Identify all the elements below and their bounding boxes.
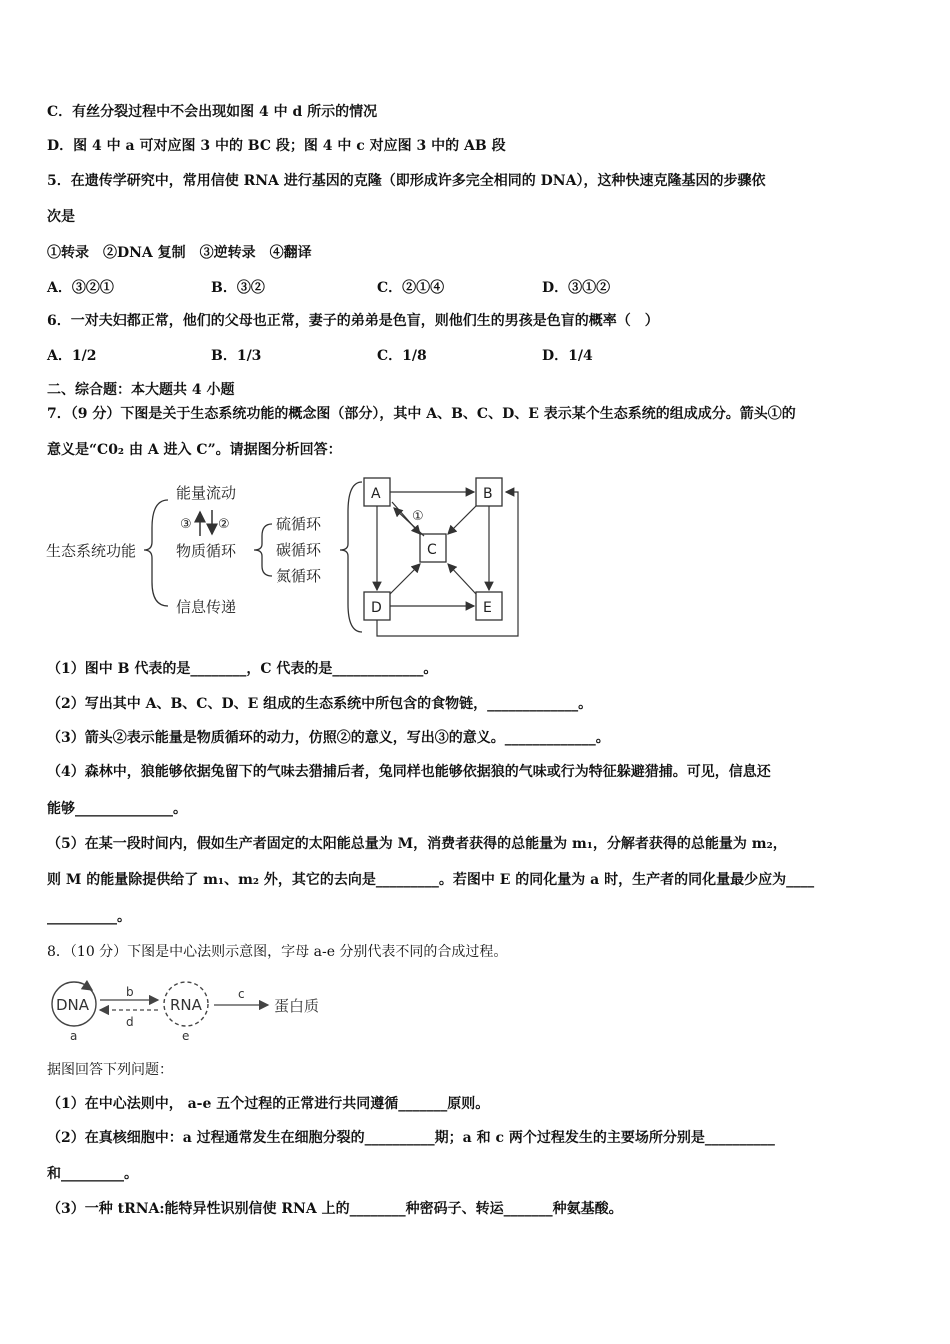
q7-part-4-cont: 能够______________。 [47, 801, 187, 817]
central-dogma-diagram [46, 972, 346, 1044]
q6-option-c: C．1/8 [377, 348, 427, 364]
dna-label: DNA [56, 996, 90, 1014]
q8-part-2-cont: 和_________。 [47, 1166, 138, 1182]
question-7-stem-cont: 意义是“C0₂ 由 A 进入 C”。请据图分析回答： [47, 442, 342, 458]
arrow-2-label: ② [218, 517, 230, 532]
info-transfer-label: 信息传递 [176, 598, 237, 616]
question-7-stem: 7．（9 分）下图是关于生态系统功能的概念图（部分），其中 A、B、C、D、E 表示某个生态系统的组成成分。箭头①的 [47, 406, 796, 422]
process-b-label: b [126, 985, 134, 999]
q5-option-c: C．②①④ [377, 280, 445, 296]
arrow-3-label: ③ [180, 517, 192, 532]
q7-part-3: （3）箭头②表示能量是物质循环的动力，仿照②的意义，写出③的意义。_____________。 [47, 730, 610, 746]
q8-part-3: （3）一种 tRNA:能特异性识别信使 RNA 上的________种密码子、转运_______种氨基酸。 [47, 1201, 623, 1217]
q7-part-5-end: __________。 [47, 909, 131, 925]
process-a-label: a [70, 1029, 78, 1043]
node-d: D [371, 600, 382, 616]
section-2-heading: 二、综合题：本大题共 4 小题 [47, 382, 235, 398]
question-8-stem: 8．（10 分）下图是中心法则示意图，字母 a-e 分别代表不同的合成过程。 [47, 944, 508, 960]
question-5-stem: 5．在遗传学研究中，常用信使 RNA 进行基因的克隆（即形成许多完全相同的 DNA），这种快速克隆基因的步骤依 [47, 173, 766, 189]
q7-part-1: （1）图中 B 代表的是________，C 代表的是_____________。 [47, 661, 438, 677]
q7-part-5: （5）在某一段时间内，假如生产者固定的太阳能总量为 M，消费者获得的总能量为 m₁，分解者获得的总能量为 m₂， [47, 836, 787, 852]
option-c-line: C．有丝分裂过程中不会出现如图 4 中 d 所示的情况 [47, 104, 378, 120]
ecosystem-function-diagram [40, 472, 540, 648]
process-e-label: e [182, 1029, 190, 1043]
protein-label: 蛋白质 [274, 997, 320, 1015]
option-d-line: D．图 4 中 a 可对应图 3 中的 BC 段；图 4 中 c 对应图 3 中的 AB 段 [47, 138, 506, 154]
process-c-label: c [238, 987, 245, 1001]
process-d-label: d [126, 1015, 134, 1029]
q5-option-b: B．③② [211, 280, 265, 296]
question-5-stem-cont: 次是 [47, 209, 75, 225]
node-a: A [371, 486, 381, 502]
q8-part-1: （1）在中心法则中， a-e 五个过程的正常进行共同遵循_______原则。 [47, 1096, 490, 1112]
node-e: E [483, 600, 492, 616]
question-8-intro: 据图回答下列问题： [47, 1062, 173, 1078]
carbon-cycle-label: 碳循环 [276, 541, 322, 559]
node-c: C [427, 542, 437, 558]
q6-option-d: D．1/4 [542, 348, 593, 364]
matter-cycle-label: 物质循环 [176, 542, 237, 560]
energy-flow-label: 能量流动 [176, 484, 237, 502]
question-6-stem: 6．一对夫妇都正常，他们的父母也正常，妻子的弟弟是色盲，则他们生的男孩是色盲的概率（ ） [47, 313, 659, 329]
q5-option-a: A．③②① [47, 280, 114, 296]
node-b: B [483, 486, 493, 502]
q8-part-2: （2）在真核细胞中：a 过程通常发生在细胞分裂的__________期；a 和 c 两个过程发生的主要场所分别是__________ [47, 1130, 775, 1146]
q5-option-d: D．③①② [542, 280, 611, 296]
question-5-steps: ①转录 ②DNA 复制 ③逆转录 ④翻译 [47, 245, 312, 261]
sulfur-cycle-label: 硫循环 [276, 515, 322, 533]
q6-option-a: A．1/2 [47, 348, 97, 364]
arrow-1-label: ① [412, 509, 424, 524]
q7-part-5-cont: 则 M 的能量除提供给了 m₁、m₂ 外，其它的去向是_________。若图中 E 的同化量为 a 时，生产者的同化量最少应为____ [47, 872, 815, 888]
root-label: 生态系统功能 [46, 542, 137, 560]
nitrogen-cycle-label: 氮循环 [276, 567, 322, 585]
q6-option-b: B．1/3 [211, 348, 262, 364]
rna-label: RNA [170, 996, 202, 1014]
q7-part-2: （2）写出其中 A、B、C、D、E 组成的生态系统中所包含的食物链，_____________。 [47, 696, 593, 712]
q7-part-4: （4）森林中，狼能够依据兔留下的气味去猎捕后者，兔同样也能够依据狼的气味或行为特征躲避猎捕。可见，信息还 [47, 764, 771, 780]
